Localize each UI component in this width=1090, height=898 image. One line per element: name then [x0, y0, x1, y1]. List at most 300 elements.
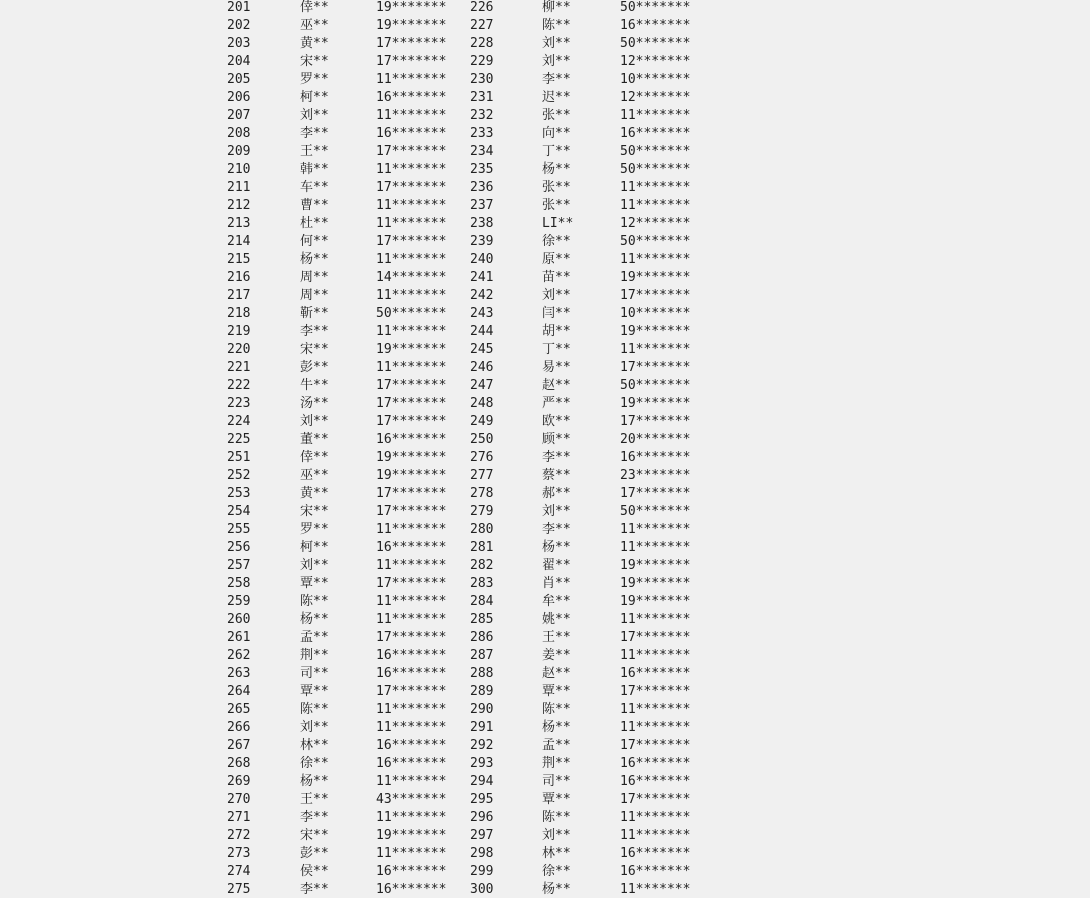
left-name-cell: 宋** [300, 828, 329, 843]
left-name-cell: 刘** [300, 558, 329, 573]
left-code-cell: 16******* [376, 882, 447, 897]
left-name-cell: 覃** [300, 684, 329, 699]
left-name-cell: 杨** [300, 612, 329, 627]
right-number-cell: 297 [470, 828, 494, 843]
left-code-cell: 16******* [376, 756, 447, 771]
table-row [0, 809, 1090, 827]
right-number-cell: 239 [470, 234, 494, 249]
table-row [0, 881, 1090, 898]
left-number-cell: 202 [227, 18, 251, 33]
left-name-cell: 王** [300, 144, 329, 159]
left-name-cell: 刘** [300, 720, 329, 735]
right-name-cell: 丁** [542, 144, 571, 159]
left-code-cell: 16******* [376, 864, 447, 879]
right-code-cell: 17******* [620, 792, 691, 807]
table-row [0, 431, 1090, 449]
right-number-cell: 296 [470, 810, 494, 825]
right-name-cell: 陈** [542, 702, 571, 717]
right-code-cell: 11******* [620, 702, 691, 717]
left-name-cell: 宋** [300, 54, 329, 69]
left-name-cell: 韩** [300, 162, 329, 177]
left-code-cell: 11******* [376, 810, 447, 825]
left-number-cell: 274 [227, 864, 251, 879]
table-row [0, 755, 1090, 773]
right-code-cell: 12******* [620, 216, 691, 231]
right-name-cell: 易** [542, 360, 571, 375]
table-row [0, 521, 1090, 539]
left-name-cell: 黄** [300, 486, 329, 501]
right-code-cell: 17******* [620, 486, 691, 501]
left-number-cell: 270 [227, 792, 251, 807]
right-name-cell: 杨** [542, 720, 571, 735]
right-code-cell: 19******* [620, 576, 691, 591]
left-name-cell: 罗** [300, 522, 329, 537]
left-number-cell: 269 [227, 774, 251, 789]
table-row [0, 0, 1090, 17]
left-code-cell: 11******* [376, 72, 447, 87]
right-number-cell: 248 [470, 396, 494, 411]
right-code-cell: 50******* [620, 0, 691, 15]
table-row [0, 341, 1090, 359]
right-code-cell: 17******* [620, 738, 691, 753]
left-number-cell: 257 [227, 558, 251, 573]
right-name-cell: 刘** [542, 54, 571, 69]
left-code-cell: 11******* [376, 558, 447, 573]
left-name-cell: 汤** [300, 396, 329, 411]
left-name-cell: 宋** [300, 504, 329, 519]
left-name-cell: 司** [300, 666, 329, 681]
table-row [0, 611, 1090, 629]
table-row [0, 53, 1090, 71]
left-name-cell: 周** [300, 270, 329, 285]
table-row [0, 89, 1090, 107]
left-code-cell: 19******* [376, 450, 447, 465]
right-name-cell: 张** [542, 108, 571, 123]
left-number-cell: 273 [227, 846, 251, 861]
left-name-cell: 林** [300, 738, 329, 753]
right-number-cell: 242 [470, 288, 494, 303]
left-number-cell: 206 [227, 90, 251, 105]
right-number-cell: 228 [470, 36, 494, 51]
right-number-cell: 249 [470, 414, 494, 429]
right-name-cell: 陈** [542, 18, 571, 33]
table-row [0, 593, 1090, 611]
table-row [0, 719, 1090, 737]
right-name-cell: 欧** [542, 414, 571, 429]
right-number-cell: 278 [470, 486, 494, 501]
right-code-cell: 11******* [620, 810, 691, 825]
right-code-cell: 16******* [620, 126, 691, 141]
left-name-cell: 李** [300, 882, 329, 897]
left-number-cell: 219 [227, 324, 251, 339]
left-code-cell: 11******* [376, 702, 447, 717]
left-code-cell: 11******* [376, 216, 447, 231]
right-code-cell: 23******* [620, 468, 691, 483]
right-name-cell: 刘** [542, 288, 571, 303]
left-code-cell: 11******* [376, 252, 447, 267]
right-code-cell: 50******* [620, 504, 691, 519]
left-number-cell: 222 [227, 378, 251, 393]
left-name-cell: 何** [300, 234, 329, 249]
right-number-cell: 240 [470, 252, 494, 267]
table-row [0, 395, 1090, 413]
left-name-cell: 孟** [300, 630, 329, 645]
left-number-cell: 216 [227, 270, 251, 285]
right-code-cell: 12******* [620, 90, 691, 105]
right-name-cell: 赵** [542, 378, 571, 393]
left-code-cell: 19******* [376, 342, 447, 357]
right-code-cell: 16******* [620, 846, 691, 861]
right-number-cell: 231 [470, 90, 494, 105]
table-row [0, 683, 1090, 701]
left-number-cell: 263 [227, 666, 251, 681]
left-number-cell: 204 [227, 54, 251, 69]
right-number-cell: 298 [470, 846, 494, 861]
left-code-cell: 11******* [376, 108, 447, 123]
left-code-cell: 17******* [376, 504, 447, 519]
right-number-cell: 250 [470, 432, 494, 447]
right-code-cell: 11******* [620, 648, 691, 663]
left-code-cell: 11******* [376, 162, 447, 177]
left-number-cell: 210 [227, 162, 251, 177]
left-code-cell: 14******* [376, 270, 447, 285]
left-code-cell: 16******* [376, 90, 447, 105]
left-code-cell: 19******* [376, 468, 447, 483]
right-number-cell: 227 [470, 18, 494, 33]
right-code-cell: 16******* [620, 450, 691, 465]
table-row [0, 197, 1090, 215]
right-number-cell: 232 [470, 108, 494, 123]
right-number-cell: 280 [470, 522, 494, 537]
right-name-cell: 刘** [542, 504, 571, 519]
table-row [0, 413, 1090, 431]
left-name-cell: 曹** [300, 198, 329, 213]
right-name-cell: 孟** [542, 738, 571, 753]
right-number-cell: 241 [470, 270, 494, 285]
left-number-cell: 268 [227, 756, 251, 771]
table-row [0, 287, 1090, 305]
right-name-cell: 翟** [542, 558, 571, 573]
table-row [0, 665, 1090, 683]
right-number-cell: 226 [470, 0, 494, 15]
table-row [0, 737, 1090, 755]
left-code-cell: 16******* [376, 540, 447, 555]
right-number-cell: 286 [470, 630, 494, 645]
right-code-cell: 17******* [620, 414, 691, 429]
table-row [0, 467, 1090, 485]
left-code-cell: 50******* [376, 306, 447, 321]
right-code-cell: 10******* [620, 72, 691, 87]
left-number-cell: 208 [227, 126, 251, 141]
left-name-cell: 侯** [300, 864, 329, 879]
right-name-cell: 原** [542, 252, 571, 267]
left-code-cell: 17******* [376, 378, 447, 393]
left-code-cell: 19******* [376, 828, 447, 843]
left-name-cell: 柯** [300, 540, 329, 555]
left-code-cell: 11******* [376, 594, 447, 609]
right-code-cell: 11******* [620, 720, 691, 735]
left-number-cell: 201 [227, 0, 251, 15]
right-name-cell: 严** [542, 396, 571, 411]
right-code-cell: 50******* [620, 36, 691, 51]
right-number-cell: 245 [470, 342, 494, 357]
left-name-cell: 柯** [300, 90, 329, 105]
right-code-cell: 16******* [620, 18, 691, 33]
right-code-cell: 50******* [620, 234, 691, 249]
right-code-cell: 11******* [620, 198, 691, 213]
right-code-cell: 50******* [620, 378, 691, 393]
left-code-cell: 17******* [376, 396, 447, 411]
left-code-cell: 19******* [376, 18, 447, 33]
right-number-cell: 292 [470, 738, 494, 753]
right-number-cell: 276 [470, 450, 494, 465]
left-name-cell: 李** [300, 324, 329, 339]
right-name-cell: 蔡** [542, 468, 571, 483]
left-number-cell: 253 [227, 486, 251, 501]
table-row [0, 647, 1090, 665]
left-name-cell: 巫** [300, 18, 329, 33]
right-name-cell: 覃** [542, 792, 571, 807]
table-row [0, 377, 1090, 395]
right-code-cell: 16******* [620, 666, 691, 681]
right-code-cell: 11******* [620, 828, 691, 843]
left-number-cell: 271 [227, 810, 251, 825]
right-name-cell: 王** [542, 630, 571, 645]
left-code-cell: 17******* [376, 414, 447, 429]
left-name-cell: 李** [300, 810, 329, 825]
right-number-cell: 237 [470, 198, 494, 213]
left-code-cell: 11******* [376, 198, 447, 213]
left-number-cell: 266 [227, 720, 251, 735]
left-code-cell: 43******* [376, 792, 447, 807]
left-number-cell: 264 [227, 684, 251, 699]
left-code-cell: 11******* [376, 324, 447, 339]
left-name-cell: 陈** [300, 594, 329, 609]
right-code-cell: 19******* [620, 396, 691, 411]
left-code-cell: 17******* [376, 576, 447, 591]
right-number-cell: 285 [470, 612, 494, 627]
left-number-cell: 212 [227, 198, 251, 213]
left-name-cell: 车** [300, 180, 329, 195]
left-code-cell: 16******* [376, 648, 447, 663]
left-number-cell: 215 [227, 252, 251, 267]
right-name-cell: 向** [542, 126, 571, 141]
right-number-cell: 236 [470, 180, 494, 195]
left-code-cell: 11******* [376, 846, 447, 861]
left-name-cell: 黄** [300, 36, 329, 51]
left-number-cell: 211 [227, 180, 251, 195]
right-name-cell: 姚** [542, 612, 571, 627]
left-code-cell: 17******* [376, 234, 447, 249]
right-number-cell: 300 [470, 882, 494, 897]
right-code-cell: 11******* [620, 108, 691, 123]
left-code-cell: 17******* [376, 630, 447, 645]
table-row [0, 359, 1090, 377]
right-number-cell: 229 [470, 54, 494, 69]
left-name-cell: 杨** [300, 774, 329, 789]
table-row [0, 575, 1090, 593]
table-row [0, 35, 1090, 53]
left-name-cell: 宋** [300, 342, 329, 357]
left-code-cell: 11******* [376, 522, 447, 537]
left-code-cell: 16******* [376, 432, 447, 447]
left-number-cell: 203 [227, 36, 251, 51]
right-code-cell: 11******* [620, 342, 691, 357]
left-name-cell: 覃** [300, 576, 329, 591]
table-row [0, 233, 1090, 251]
left-name-cell: 王** [300, 792, 329, 807]
table-row [0, 125, 1090, 143]
right-name-cell: 丁** [542, 342, 571, 357]
left-name-cell: 陈** [300, 702, 329, 717]
table-row [0, 71, 1090, 89]
right-number-cell: 295 [470, 792, 494, 807]
left-name-cell: 罗** [300, 72, 329, 87]
table-row [0, 629, 1090, 647]
right-code-cell: 50******* [620, 144, 691, 159]
right-code-cell: 11******* [620, 882, 691, 897]
right-number-cell: 247 [470, 378, 494, 393]
left-name-cell: 周** [300, 288, 329, 303]
right-number-cell: 230 [470, 72, 494, 87]
left-name-cell: 刘** [300, 108, 329, 123]
right-name-cell: 肖** [542, 576, 571, 591]
right-number-cell: 243 [470, 306, 494, 321]
left-number-cell: 259 [227, 594, 251, 609]
left-number-cell: 225 [227, 432, 251, 447]
table-row [0, 17, 1090, 35]
left-number-cell: 224 [227, 414, 251, 429]
right-number-cell: 294 [470, 774, 494, 789]
right-name-cell: 胡** [542, 324, 571, 339]
left-name-cell: 徐** [300, 756, 329, 771]
left-code-cell: 16******* [376, 666, 447, 681]
table-row [0, 791, 1090, 809]
left-name-cell: 彭** [300, 360, 329, 375]
table-row [0, 251, 1090, 269]
left-name-cell: 杨** [300, 252, 329, 267]
right-name-cell: 郝** [542, 486, 571, 501]
right-number-cell: 238 [470, 216, 494, 231]
left-code-cell: 16******* [376, 126, 447, 141]
right-code-cell: 19******* [620, 594, 691, 609]
right-name-cell: 姜** [542, 648, 571, 663]
right-name-cell: 张** [542, 180, 571, 195]
right-name-cell: 刘** [542, 828, 571, 843]
table-row [0, 701, 1090, 719]
right-number-cell: 244 [470, 324, 494, 339]
left-number-cell: 265 [227, 702, 251, 717]
right-name-cell: 牟** [542, 594, 571, 609]
right-name-cell: 张** [542, 198, 571, 213]
right-name-cell: 司** [542, 774, 571, 789]
right-code-cell: 20******* [620, 432, 691, 447]
right-number-cell: 281 [470, 540, 494, 555]
right-name-cell: LI** [542, 216, 574, 231]
left-code-cell: 17******* [376, 36, 447, 51]
table-row [0, 827, 1090, 845]
left-name-cell: 彭** [300, 846, 329, 861]
right-code-cell: 19******* [620, 558, 691, 573]
left-name-cell: 董** [300, 432, 329, 447]
left-number-cell: 275 [227, 882, 251, 897]
right-code-cell: 12******* [620, 54, 691, 69]
table-row [0, 485, 1090, 503]
right-name-cell: 李** [542, 450, 571, 465]
right-code-cell: 17******* [620, 288, 691, 303]
right-number-cell: 233 [470, 126, 494, 141]
left-name-cell: 牛** [300, 378, 329, 393]
left-name-cell: 刘** [300, 414, 329, 429]
right-name-cell: 顾** [542, 432, 571, 447]
right-name-cell: 覃** [542, 684, 571, 699]
right-number-cell: 291 [470, 720, 494, 735]
left-number-cell: 255 [227, 522, 251, 537]
right-number-cell: 277 [470, 468, 494, 483]
right-code-cell: 19******* [620, 270, 691, 285]
left-name-cell: 倖** [300, 0, 329, 15]
right-code-cell: 11******* [620, 522, 691, 537]
right-name-cell: 杨** [542, 162, 571, 177]
left-number-cell: 272 [227, 828, 251, 843]
left-name-cell: 靳** [300, 306, 329, 321]
table-row [0, 557, 1090, 575]
left-code-cell: 17******* [376, 684, 447, 699]
right-code-cell: 17******* [620, 684, 691, 699]
left-name-cell: 李** [300, 126, 329, 141]
left-number-cell: 209 [227, 144, 251, 159]
table-row [0, 503, 1090, 521]
right-number-cell: 293 [470, 756, 494, 771]
right-code-cell: 17******* [620, 360, 691, 375]
right-name-cell: 荆** [542, 756, 571, 771]
left-number-cell: 207 [227, 108, 251, 123]
left-number-cell: 205 [227, 72, 251, 87]
right-name-cell: 迟** [542, 90, 571, 105]
right-number-cell: 287 [470, 648, 494, 663]
left-code-cell: 17******* [376, 486, 447, 501]
right-number-cell: 299 [470, 864, 494, 879]
table-row [0, 845, 1090, 863]
left-number-cell: 251 [227, 450, 251, 465]
left-name-cell: 杜** [300, 216, 329, 231]
left-code-cell: 17******* [376, 144, 447, 159]
left-code-cell: 19******* [376, 0, 447, 15]
left-code-cell: 11******* [376, 774, 447, 789]
right-code-cell: 11******* [620, 540, 691, 555]
right-code-cell: 16******* [620, 774, 691, 789]
left-number-cell: 261 [227, 630, 251, 645]
table-row [0, 179, 1090, 197]
right-number-cell: 288 [470, 666, 494, 681]
left-number-cell: 218 [227, 306, 251, 321]
right-code-cell: 16******* [620, 756, 691, 771]
right-name-cell: 杨** [542, 540, 571, 555]
left-number-cell: 258 [227, 576, 251, 591]
table-row [0, 143, 1090, 161]
right-name-cell: 杨** [542, 882, 571, 897]
right-number-cell: 290 [470, 702, 494, 717]
left-number-cell: 267 [227, 738, 251, 753]
table-row [0, 305, 1090, 323]
left-number-cell: 252 [227, 468, 251, 483]
table-row [0, 107, 1090, 125]
right-name-cell: 李** [542, 72, 571, 87]
left-number-cell: 213 [227, 216, 251, 231]
left-number-cell: 256 [227, 540, 251, 555]
right-name-cell: 刘** [542, 36, 571, 51]
left-code-cell: 17******* [376, 54, 447, 69]
